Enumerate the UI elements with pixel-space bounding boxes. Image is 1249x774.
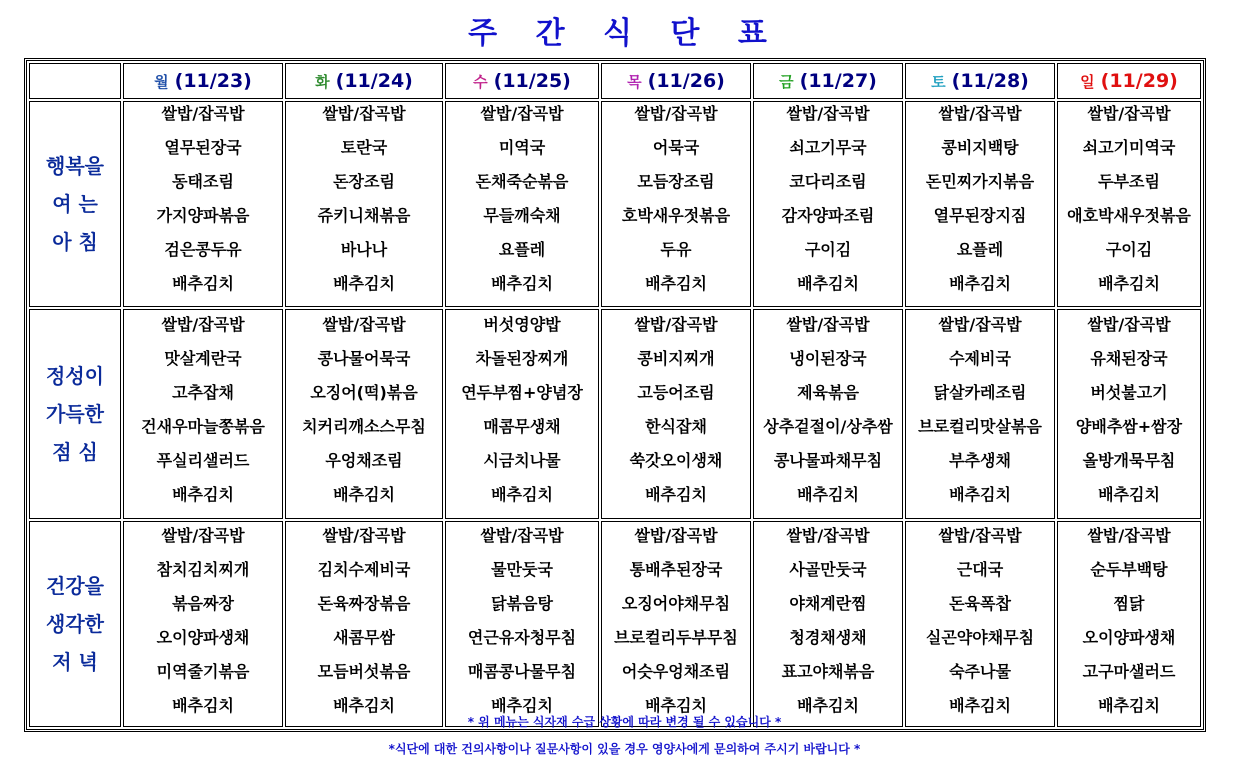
day-icon-sat: 토 — [931, 73, 946, 91]
menu-list — [754, 310, 902, 514]
menu-item: 닭살카레조림 — [933, 383, 1027, 402]
menu-item: 수제비국 — [949, 349, 1011, 368]
meal-label-line: 점 심 — [52, 440, 98, 464]
menu-item: 브로컬리두부무침 — [614, 628, 738, 647]
meal-label-line: 아 침 — [52, 230, 98, 254]
day-date: (11/28) — [951, 70, 1029, 92]
menu-item: 쌀밥/잡곡밥 — [322, 526, 406, 545]
menu-item: 연근유자청무침 — [467, 628, 577, 647]
menu-item: 배추김치 — [172, 696, 234, 715]
menu-cell — [905, 101, 1055, 307]
menu-cell — [1057, 521, 1201, 727]
menu-item: 쌀밥/잡곡밥 — [938, 104, 1022, 123]
menu-item: 한식잡채 — [645, 417, 707, 436]
menu-item: 오징어(떡)볶음 — [310, 383, 418, 402]
menu-list — [446, 310, 598, 514]
menu-cell — [601, 309, 751, 519]
menu-item: 감자양파조림 — [781, 206, 875, 225]
menu-item: 무들깨숙채 — [483, 206, 561, 225]
menu-item: 고추잡채 — [172, 383, 234, 402]
menu-item: 배추김치 — [333, 696, 395, 715]
menu-item: 배추김치 — [645, 485, 707, 504]
menu-item: 두부조림 — [1098, 172, 1160, 191]
menu-item: 애호박새우젓볶음 — [1067, 206, 1191, 225]
menu-item: 배추김치 — [645, 696, 707, 715]
menu-item: 두유 — [660, 240, 692, 259]
menu-item: 새콤무쌈 — [333, 628, 395, 647]
menu-item: 유채된장국 — [1090, 349, 1168, 368]
menu-item: 쇠고기무국 — [789, 138, 867, 157]
menu-item: 모듬버섯볶음 — [317, 662, 411, 681]
menu-list — [602, 102, 750, 306]
menu-item: 연두부찜+양념장 — [461, 383, 583, 402]
menu-item: 물만둣국 — [491, 560, 553, 579]
menu-item: 배추김치 — [949, 696, 1011, 715]
menu-item: 브로컬리맛살볶음 — [918, 417, 1042, 436]
menu-list — [124, 102, 282, 306]
day-header-tue — [285, 63, 443, 99]
menu-item: 시금치나물 — [483, 451, 561, 470]
menu-item: 쌀밥/잡곡밥 — [938, 526, 1022, 545]
menu-item: 우엉채조림 — [325, 451, 403, 470]
menu-item: 맛살계란국 — [164, 349, 242, 368]
meal-row-breakfast — [29, 101, 1201, 307]
menu-item: 배추김치 — [1098, 485, 1160, 504]
meal-label — [29, 309, 121, 519]
menu-item: 고등어조림 — [637, 383, 715, 402]
menu-item: 요플레 — [498, 240, 546, 259]
day-date: (11/23) — [174, 70, 252, 92]
menu-item: 근대국 — [956, 560, 1004, 579]
menu-item: 열무된장국 — [164, 138, 242, 157]
menu-cell — [1057, 101, 1201, 307]
weekly-menu-table — [24, 58, 1206, 732]
menu-item: 배추김치 — [797, 485, 859, 504]
meal-label-line: 정성이 — [46, 364, 104, 388]
menu-cell — [445, 309, 599, 519]
menu-item: 배추김치 — [645, 274, 707, 293]
menu-cell — [601, 101, 751, 307]
menu-item: 요플레 — [956, 240, 1004, 259]
menu-item: 배추김치 — [949, 274, 1011, 293]
menu-list — [906, 310, 1054, 514]
menu-cell — [285, 521, 443, 727]
menu-item: 실곤약야채무침 — [925, 628, 1035, 647]
menu-cell — [753, 309, 903, 519]
menu-item: 참치김치찌개 — [156, 560, 250, 579]
menu-item: 토란국 — [340, 138, 388, 157]
menu-item: 배추김치 — [797, 274, 859, 293]
menu-item: 콩비지백탕 — [941, 138, 1019, 157]
menu-item: 쌀밥/잡곡밥 — [1087, 104, 1171, 123]
menu-item: 쌀밥/잡곡밥 — [480, 104, 564, 123]
menu-list — [906, 522, 1054, 726]
menu-item: 오이양파생채 — [1082, 628, 1176, 647]
menu-item: 구이김 — [1105, 240, 1153, 259]
menu-cell — [905, 521, 1055, 727]
menu-item: 순두부백탕 — [1090, 560, 1168, 579]
menu-item: 찜닭 — [1113, 594, 1145, 613]
menu-item: 배추김치 — [333, 485, 395, 504]
menu-item: 표고야채볶음 — [781, 662, 875, 681]
menu-cell — [753, 101, 903, 307]
menu-item: 쌀밥/잡곡밥 — [322, 315, 406, 334]
menu-item: 상추겉절이/상추쌈 — [763, 417, 893, 436]
menu-cell — [445, 101, 599, 307]
menu-item: 배추김치 — [1098, 696, 1160, 715]
day-date: (11/26) — [647, 70, 725, 92]
menu-item: 배추김치 — [797, 696, 859, 715]
menu-item: 미역줄기볶음 — [156, 662, 250, 681]
menu-item: 어묵국 — [652, 138, 700, 157]
menu-list — [1058, 522, 1200, 726]
menu-item: 부추생채 — [949, 451, 1011, 470]
day-header-wed — [445, 63, 599, 99]
day-header-sat — [905, 63, 1055, 99]
notice-change: * 위 메뉴는 식자재 수급 상황에 따라 변경 될 수 있습니다 * — [467, 715, 782, 729]
meal-row-dinner — [29, 521, 1201, 727]
meal-label-line: 행복을 — [46, 154, 104, 178]
menu-item: 돈민찌가지볶음 — [925, 172, 1035, 191]
meal-label — [29, 521, 121, 727]
menu-list — [754, 102, 902, 306]
menu-list — [124, 310, 282, 514]
menu-item: 푸실리샐러드 — [156, 451, 250, 470]
menu-item: 배추김치 — [491, 485, 553, 504]
menu-item: 차돌된장찌개 — [475, 349, 569, 368]
menu-item: 코다리조림 — [789, 172, 867, 191]
menu-item: 치커리깨소스무침 — [302, 417, 426, 436]
menu-item: 쌀밥/잡곡밥 — [938, 315, 1022, 334]
menu-item: 열무된장지짐 — [933, 206, 1027, 225]
menu-item: 쌀밥/잡곡밥 — [786, 526, 870, 545]
menu-item: 쇠고기미역국 — [1082, 138, 1176, 157]
menu-item: 사골만둣국 — [789, 560, 867, 579]
day-header-sun — [1057, 63, 1201, 99]
menu-item: 배추김치 — [1098, 274, 1160, 293]
header-row — [29, 63, 1201, 99]
meal-label-line: 생각한 — [46, 612, 104, 636]
day-icon-mon: 월 — [154, 73, 169, 91]
menu-item: 콩나물파채무침 — [773, 451, 883, 470]
meal-label-line: 저 녁 — [52, 650, 98, 674]
menu-item: 검은콩두유 — [164, 240, 242, 259]
menu-item: 고구마샐러드 — [1082, 662, 1176, 681]
day-date: (11/27) — [799, 70, 877, 92]
page-title: 주 간 식 단 표 — [468, 16, 781, 51]
menu-item: 쌀밥/잡곡밥 — [634, 104, 718, 123]
menu-item: 오이양파생채 — [156, 628, 250, 647]
menu-item: 돈채죽순볶음 — [475, 172, 569, 191]
menu-item: 쌀밥/잡곡밥 — [1087, 526, 1171, 545]
menu-item: 배추김치 — [491, 274, 553, 293]
menu-item: 쌀밥/잡곡밥 — [634, 526, 718, 545]
menu-list — [1058, 102, 1200, 306]
menu-item: 콩나물어묵국 — [317, 349, 411, 368]
menu-item: 쥬키니채볶음 — [317, 206, 411, 225]
menu-item: 돈육짜장볶음 — [317, 594, 411, 613]
menu-item: 모듬장조림 — [637, 172, 715, 191]
menu-cell — [601, 521, 751, 727]
menu-item: 쌀밥/잡곡밥 — [161, 315, 245, 334]
menu-item: 배추김치 — [949, 485, 1011, 504]
menu-item: 쌀밥/잡곡밥 — [1087, 315, 1171, 334]
menu-list — [286, 522, 442, 726]
menu-cell — [1057, 309, 1201, 519]
notice-inquiry: *식단에 대한 건의사항이나 질문사항이 있을 경우 영양사에게 문의하여 주시기 바랍니다 * — [388, 742, 861, 756]
day-header-mon — [123, 63, 283, 99]
menu-item: 제육볶음 — [797, 383, 859, 402]
menu-list — [1058, 310, 1200, 514]
menu-item: 배추김치 — [172, 274, 234, 293]
menu-item: 가지양파볶음 — [156, 206, 250, 225]
meal-label-line: 여 는 — [52, 192, 98, 216]
meal-label — [29, 101, 121, 307]
menu-item: 돈장조림 — [333, 172, 395, 191]
menu-list — [446, 522, 598, 726]
menu-item: 어슷우엉채조림 — [621, 662, 731, 681]
menu-item: 숙주나물 — [949, 662, 1011, 681]
menu-cell — [123, 101, 283, 307]
day-icon-tue: 화 — [315, 73, 330, 91]
menu-item: 미역국 — [498, 138, 546, 157]
menu-cell — [285, 101, 443, 307]
menu-cell — [285, 309, 443, 519]
day-date: (11/29) — [1100, 70, 1178, 92]
menu-item: 매콤콩나물무침 — [467, 662, 577, 681]
menu-list — [602, 310, 750, 514]
day-icon-fri: 금 — [779, 73, 794, 91]
menu-item: 동태조림 — [172, 172, 234, 191]
menu-cell — [445, 521, 599, 727]
day-icon-sun: 일 — [1080, 73, 1095, 91]
menu-item: 닭볶음탕 — [491, 594, 553, 613]
menu-item: 쑥갓오이생채 — [629, 451, 723, 470]
menu-item: 쌀밥/잡곡밥 — [322, 104, 406, 123]
menu-list — [286, 310, 442, 514]
menu-item: 쌀밥/잡곡밥 — [786, 315, 870, 334]
menu-cell — [753, 521, 903, 727]
menu-item: 건새우마늘쫑볶음 — [141, 417, 265, 436]
menu-item: 쌀밥/잡곡밥 — [786, 104, 870, 123]
menu-item: 배추김치 — [172, 485, 234, 504]
menu-item: 버섯불고기 — [1090, 383, 1168, 402]
day-icon-thu: 목 — [627, 73, 642, 91]
menu-item: 야채계란찜 — [789, 594, 867, 613]
menu-list — [754, 522, 902, 726]
day-date: (11/25) — [493, 70, 571, 92]
meal-label-line: 건강을 — [46, 574, 104, 598]
menu-item: 쌀밥/잡곡밥 — [634, 315, 718, 334]
menu-item: 콩비지찌개 — [637, 349, 715, 368]
menu-item: 배추김치 — [333, 274, 395, 293]
menu-item: 구이김 — [804, 240, 852, 259]
menu-item: 김치수제비국 — [317, 560, 411, 579]
menu-item: 쌀밥/잡곡밥 — [161, 104, 245, 123]
menu-item: 매콤무생채 — [483, 417, 561, 436]
menu-item: 쌀밥/잡곡밥 — [161, 526, 245, 545]
menu-item: 버섯영양밥 — [483, 315, 561, 334]
menu-item: 냉이된장국 — [789, 349, 867, 368]
menu-cell — [905, 309, 1055, 519]
menu-cell — [123, 521, 283, 727]
menu-list — [446, 102, 598, 306]
menu-item: 통배추된장국 — [629, 560, 723, 579]
menu-item: 청경채생채 — [789, 628, 867, 647]
menu-item: 배추김치 — [491, 696, 553, 715]
menu-item: 돈육폭찹 — [949, 594, 1011, 613]
menu-item: 쌀밥/잡곡밥 — [480, 526, 564, 545]
menu-list — [906, 102, 1054, 306]
day-header-fri — [753, 63, 903, 99]
corner-cell — [29, 63, 121, 99]
day-header-thu — [601, 63, 751, 99]
menu-item: 볶음짜장 — [172, 594, 234, 613]
meal-row-lunch — [29, 309, 1201, 519]
menu-item: 호박새우젓볶음 — [621, 206, 731, 225]
menu-list — [286, 102, 442, 306]
menu-item: 올방개묵무침 — [1082, 451, 1176, 470]
menu-list — [602, 522, 750, 726]
menu-item: 양배추쌈+쌈장 — [1075, 417, 1183, 436]
meal-label-line: 가득한 — [46, 402, 104, 426]
day-date: (11/24) — [335, 70, 413, 92]
menu-list — [124, 522, 282, 726]
day-icon-wed: 수 — [473, 73, 488, 91]
menu-item: 오징어야채무침 — [621, 594, 731, 613]
menu-item: 바나나 — [340, 240, 388, 259]
menu-cell — [123, 309, 283, 519]
